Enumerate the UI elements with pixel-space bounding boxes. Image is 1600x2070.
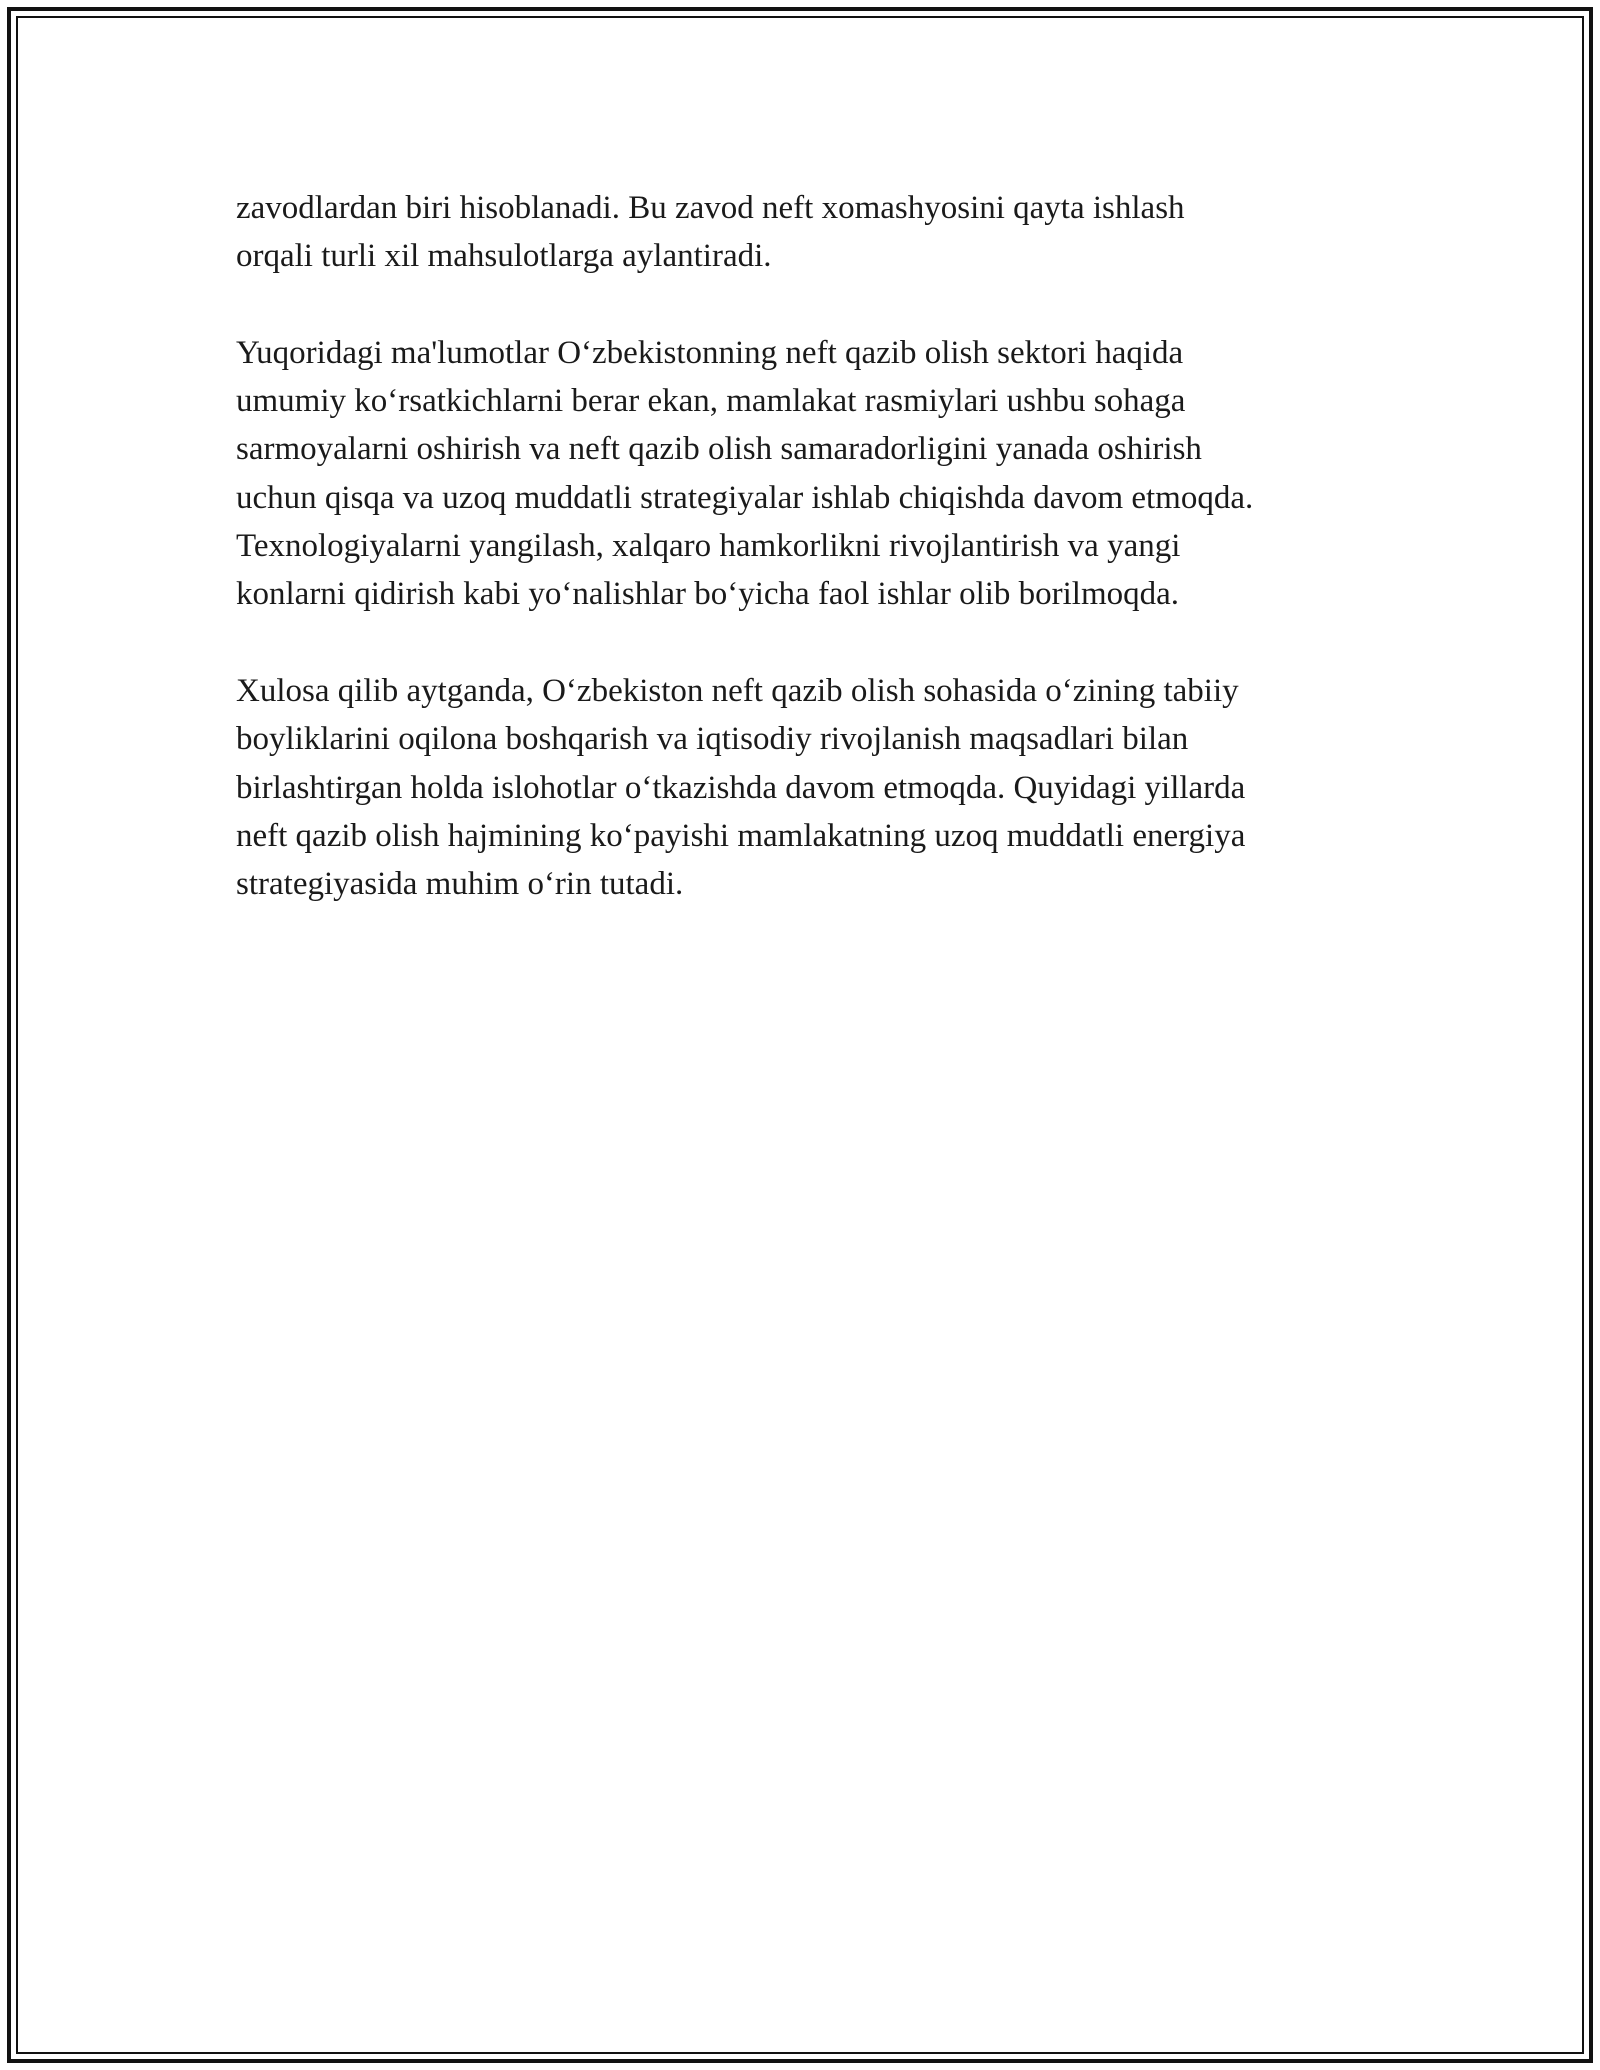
paragraph-conclusion [236,667,1386,908]
text-line: orqali turli xil mahsulotlarga aylantiradi. [236,238,772,275]
text-line: Xulosa qilib aytganda, O‘zbekiston neft qazib olish sohasida o‘zining tabiiy [236,672,1239,709]
paragraph-sector-overview [236,329,1386,619]
text-line: birlashtirgan holda islohotlar o‘tkazishda davom etmoqda. Quyidagi yillarda [236,769,1246,806]
text-line: boyliklarini oqilona boshqarish va iqtisodiy rivojlanish maqsadlari bilan [236,721,1189,758]
text-line: strategiyasida muhim o‘rin tutadi. [236,866,684,903]
text-line: Texnologiyalarni yangilash, xalqaro hamkorlikni rivojlantirish va yangi [236,528,1181,565]
document-body [236,184,1386,957]
text-line: zavodlardan biri hisoblanadi. Bu zavod neft xomashyosini qayta ishlash [236,190,1185,226]
text-line: konlarni qidirish kabi yo‘nalishlar bo‘yicha faol ishlar olib borilmoqda. [236,576,1180,613]
text-line: Yuqoridagi ma'lumotlar O‘zbekistonning neft qazib olish sektori haqida [236,334,1184,371]
text-line: sarmoyalarni oshirish va neft qazib olish samaradorligini yanada oshirish [236,431,1202,468]
text-line: umumiy ko‘rsatkichlarni berar ekan, mamlakat rasmiylari ushbu sohaga [236,383,1186,420]
text-line: neft qazib olish hajmining ko‘payishi mamlakatning uzoq muddatli energiya [236,817,1246,854]
paragraph-refinery [236,184,1386,281]
text-line: uchun qisqa va uzoq muddatli strategiyalar ishlab chiqishda davom etmoqda. [236,479,1254,516]
